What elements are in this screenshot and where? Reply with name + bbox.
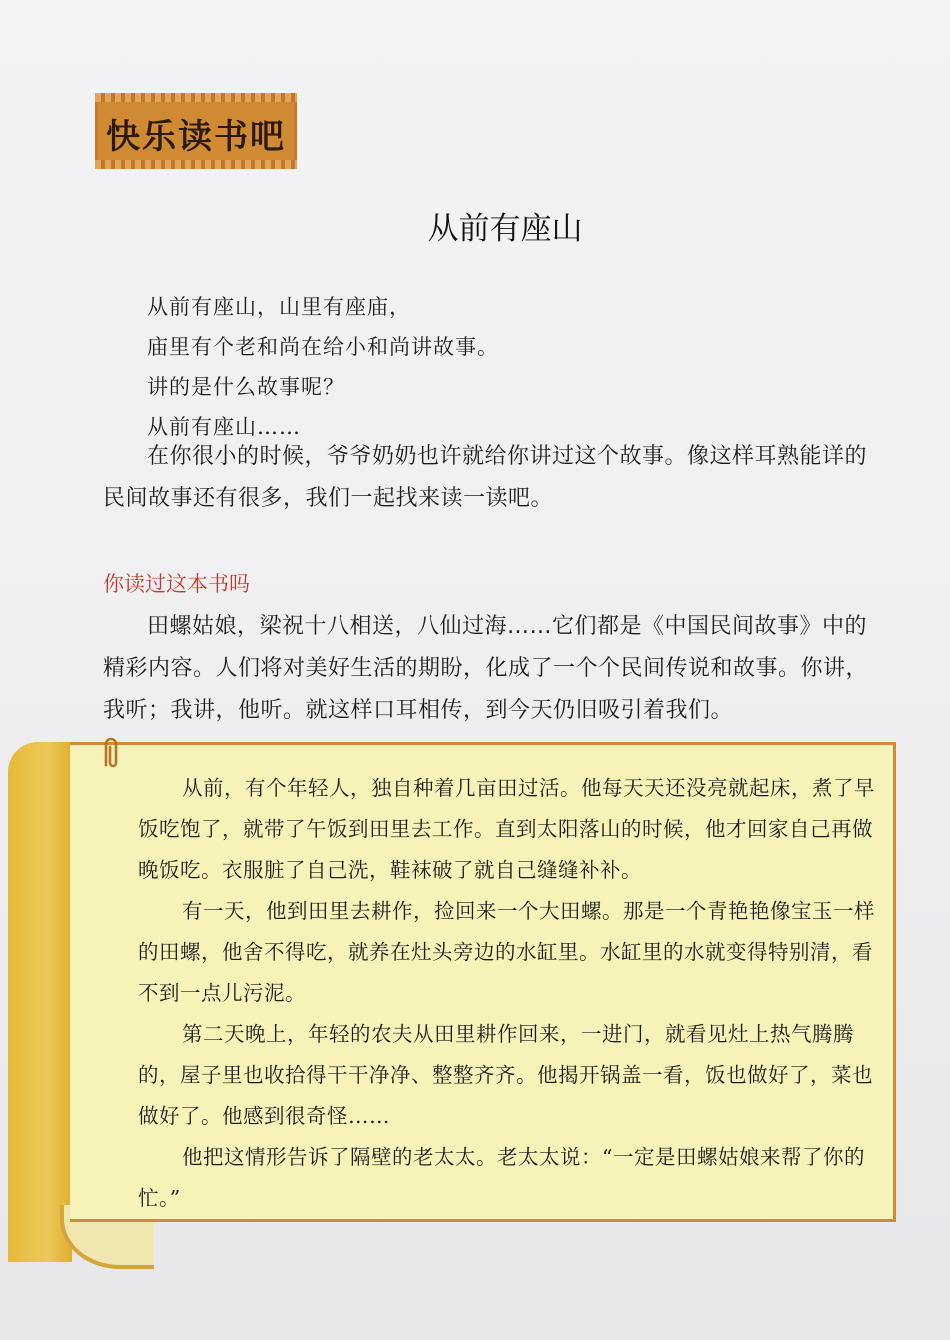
story-paragraph: 从前，有个年轻人，独自种着几亩田过活。他每天天还没亮就起床，煮了早饭吃饱了，就带了午饭到田里去工作。直到太阳落山的时候，他才回家自己再做晚饭吃。衣服脏了自己洗，鞋袜破了就自己缝缝补补。 — [138, 776, 875, 882]
poem-line: 从前有座山，山里有座庙， — [147, 295, 411, 319]
story-paragraph: 第二天晚上，年轻的农夫从田里耕作回来，一进门，就看见灶上热气腾腾的，屋子里也收拾得干干净净、整整齐齐。他揭开锅盖一看，饭也做好了，菜也做好了。他感到很奇怪…… — [138, 1022, 873, 1128]
story-paragraph: 有一天，他到田里去耕作，捡回来一个大田螺。那是一个青艳艳像宝玉一样的田螺，他舍不得吃，就养在灶头旁边的水缸里。水缸里的水就变得特别清，看不到一点儿污泥。 — [138, 899, 875, 1005]
intro-paragraph: 在你很小的时候，爷爷奶奶也许就给你讲过这个故事。像这样耳熟能详的民间故事还有很多，我们一起找来读一读吧。 — [103, 444, 868, 511]
story-excerpt — [138, 768, 876, 1219]
section-paragraph: 田螺姑娘，梁祝十八相送，八仙过海……它们都是《中国民间故事》中的精彩内容。人们将对美好生活的期盼，化成了一个个民间传说和故事。你讲，我听；我讲，他听。就这样口耳相传，到今天仍旧吸引着我们。 — [103, 614, 869, 723]
poem-line: 讲的是什么故事呢？ — [147, 375, 345, 399]
section-banner — [95, 93, 297, 169]
poem — [147, 287, 499, 447]
poem-line: 庙里有个老和尚在给小和尚讲故事。 — [147, 335, 499, 359]
story-paragraph: 他把这情形告诉了隔壁的老太太。老太太说：“一定是田螺姑娘来帮了你的忙。” — [138, 1145, 865, 1210]
banner-label: 快乐读书吧 — [106, 117, 286, 157]
book-spine-decoration — [8, 742, 72, 1262]
section-heading: 你读过这本书吗 — [103, 572, 250, 596]
paperclip-icon — [98, 735, 124, 773]
poem-line: 从前有座山…… — [147, 415, 301, 439]
page-title: 从前有座山 — [427, 211, 583, 247]
